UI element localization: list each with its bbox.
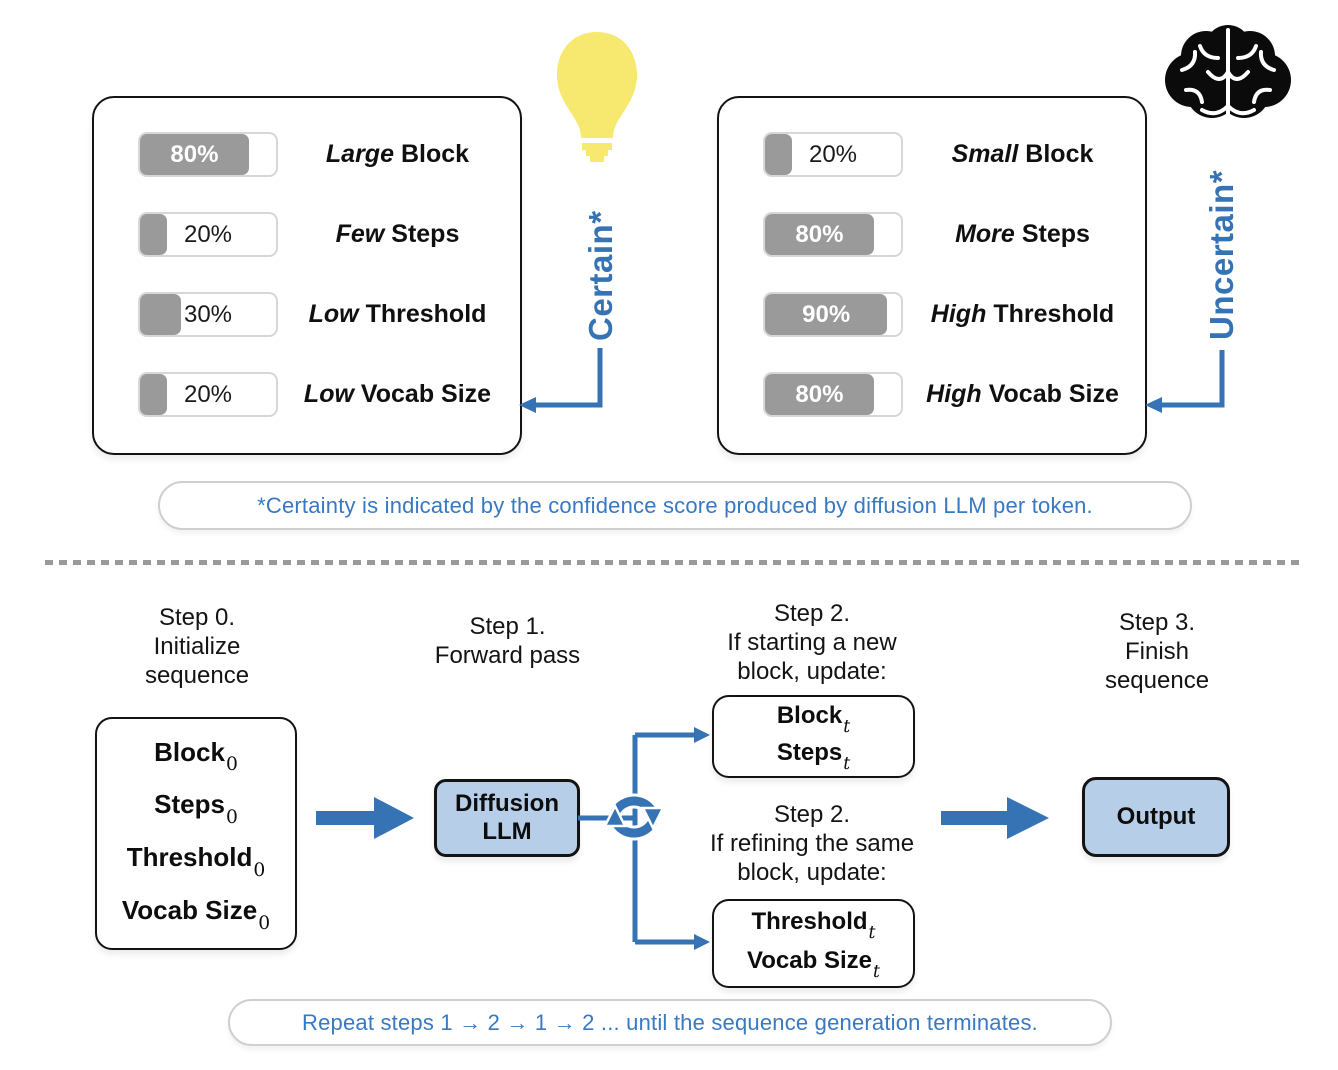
bar-percentage: 80% — [795, 220, 844, 248]
param-row — [94, 372, 520, 417]
param-label: Low Vocab Size — [303, 380, 492, 408]
param-label: Large Block — [325, 140, 470, 168]
section-divider — [45, 560, 1303, 565]
progress-bar — [763, 212, 903, 257]
certainty-note: *Certainty is indicated by the confidence score produced by diffusion LLM per token. — [158, 481, 1192, 530]
progress-bar — [138, 212, 278, 257]
loop-refresh-icon — [602, 785, 666, 849]
bar-percentage: 90% — [802, 300, 851, 328]
bar-percentage: 20% — [183, 380, 233, 408]
step0-title: Step 0. Initialize sequence — [144, 604, 250, 689]
refine-block-update-box — [712, 899, 915, 988]
param-vocab-size-t: Vocab Size$_t$ — [747, 947, 880, 982]
new-block-update-box — [712, 695, 915, 778]
param-label: Low Threshold — [308, 300, 487, 328]
param-vocab-size-0: Vocab Size$_0$ — [121, 895, 271, 934]
bar-percentage: 80% — [795, 380, 844, 408]
bar-percentage: 30% — [183, 300, 233, 328]
param-steps-t: Steps$_t$ — [776, 739, 851, 774]
param-label: Small Block — [951, 140, 1094, 168]
init-sequence-box — [95, 717, 297, 950]
lightbulb-icon — [551, 30, 643, 175]
progress-bar — [763, 292, 903, 337]
param-row — [94, 292, 520, 337]
uncertain-label: Uncertain* — [1203, 169, 1240, 341]
param-row — [719, 212, 1145, 257]
param-block-0: Block$_0$ — [154, 736, 238, 776]
step2a-title: Step 2. If starting a new block, update: — [727, 600, 897, 685]
step2b-title: Step 2. If refining the same block, update: — [709, 801, 915, 886]
param-threshold-t: Threshold$_t$ — [751, 908, 876, 944]
certain-label: Certain* — [582, 210, 619, 342]
progress-bar — [763, 372, 903, 417]
bar-percentage: 80% — [170, 140, 219, 168]
progress-bar — [138, 292, 278, 337]
param-label: High Vocab Size — [926, 380, 1119, 408]
progress-bar — [763, 132, 903, 177]
param-row — [719, 372, 1145, 417]
certain-elbow-arrow — [514, 348, 610, 416]
param-threshold-0: Threshold$_0$ — [126, 842, 266, 881]
uncertain-elbow-arrow — [1136, 350, 1232, 416]
repeat-note: Repeat steps 1 → 2 → 1 → 2 ... until the sequence generation terminates. — [228, 999, 1112, 1046]
param-row — [719, 292, 1145, 337]
certain-panel — [92, 96, 522, 455]
diffusion-llm-box: Diffusion LLM — [434, 779, 580, 857]
uncertain-panel — [717, 96, 1147, 455]
bar-percentage: 20% — [808, 140, 858, 168]
progress-bar — [138, 372, 278, 417]
param-label: High Threshold — [930, 300, 1115, 328]
param-row — [719, 132, 1145, 177]
param-row — [94, 212, 520, 257]
param-label: Few Steps — [335, 220, 460, 248]
flow-arrow-2 — [941, 795, 1051, 841]
flow-arrow-1 — [316, 796, 416, 840]
param-block-t: Block$_t$ — [776, 702, 851, 738]
step3-title: Step 3. Finish sequence — [1104, 609, 1210, 694]
param-steps-0: Steps$_0$ — [154, 789, 238, 829]
brain-icon — [1160, 18, 1296, 130]
progress-bar — [138, 132, 278, 177]
param-row — [94, 132, 520, 177]
step1-title: Step 1. Forward pass — [434, 613, 581, 669]
param-label: More Steps — [955, 220, 1090, 248]
output-box: Output — [1082, 777, 1230, 857]
bar-percentage: 20% — [183, 220, 233, 248]
